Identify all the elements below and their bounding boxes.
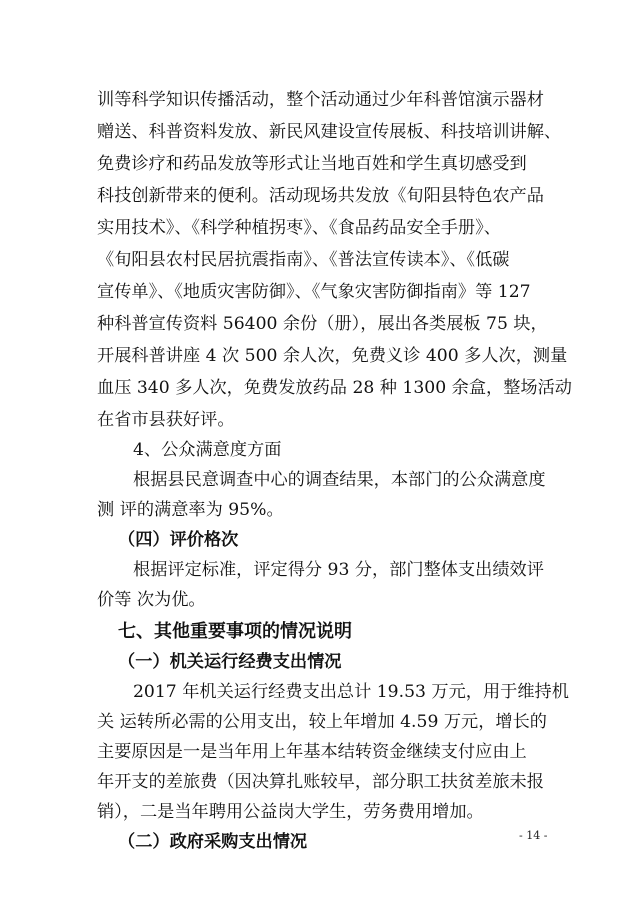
text-line: 根据评定标准，评定得分 93 分，部门整体支出绩效评 [133, 560, 544, 580]
chapter-heading: 七、其他重要事项的情况说明 [118, 621, 352, 642]
text-line: 开展科普讲座 4 次 500 余人次，免费义诊 400 多人次，测量 [97, 346, 568, 366]
text-line: 销），二是当年聘用公益岗大学生，劳务费用增加。 [97, 802, 484, 822]
text-line: 根据县民意调查中心的调查结果，本部门的公众满意度 [133, 470, 546, 490]
text-line: 价等 次为优。 [97, 590, 206, 610]
text-line: 实用技术》、《科学种植拐枣》、《食品药品安全手册》、 [97, 218, 501, 238]
text-line: 在省市县获好评。 [97, 410, 235, 430]
page-number: - 14 - [519, 829, 548, 842]
text-line: 赠送、科普资料发放、新民风建设宣传展板、科技培训讲解、 [97, 122, 562, 142]
text-line: 训等科学知识传播活动，整个活动通过少年科普馆演示器材 [97, 90, 544, 110]
text-line: 血压 340 多人次，免费发放药品 28 种 1300 余盒，整场活动 [97, 378, 572, 398]
text-line: 免费诊疗和药品发放等形式让当地百姓和学生真切感受到 [97, 154, 527, 174]
text-line: 2017 年机关运行经费支出总计 19.53 万元，用于维持机 [133, 682, 569, 702]
section-heading: （一）机关运行经费支出情况 [118, 652, 342, 672]
text-line: 种科普宣传资料 56400 余份（册），展出各类展板 75 块， [97, 314, 548, 334]
section-heading: （四）评价格次 [118, 530, 239, 550]
text-line: 科技创新带来的便利。活动现场共发放《旬阳县特色农产品 [97, 186, 544, 206]
text-line: 关 运转所必需的公用支出，较上年增加 4.59 万元，增长的 [97, 712, 547, 732]
section-heading: 4、公众满意度方面 [133, 440, 282, 460]
section-heading: （二）政府采购支出情况 [118, 832, 308, 852]
text-line: 年开支的差旅费（因决算扎账较早，部分职工扶贫差旅未报 [97, 772, 544, 792]
text-line: 测 评的满意率为 95%。 [97, 500, 284, 520]
text-line: 宣传单》、《地质灾害防御》、《气象灾害防御指南》等 127 [97, 282, 531, 302]
text-line: 主要原因是一是当年用上年基本结转资金继续支付应由上 [97, 742, 527, 762]
text-line: 《旬阳县农村民居抗震指南》、《普法宣传读本》、《低碳 [97, 250, 510, 270]
